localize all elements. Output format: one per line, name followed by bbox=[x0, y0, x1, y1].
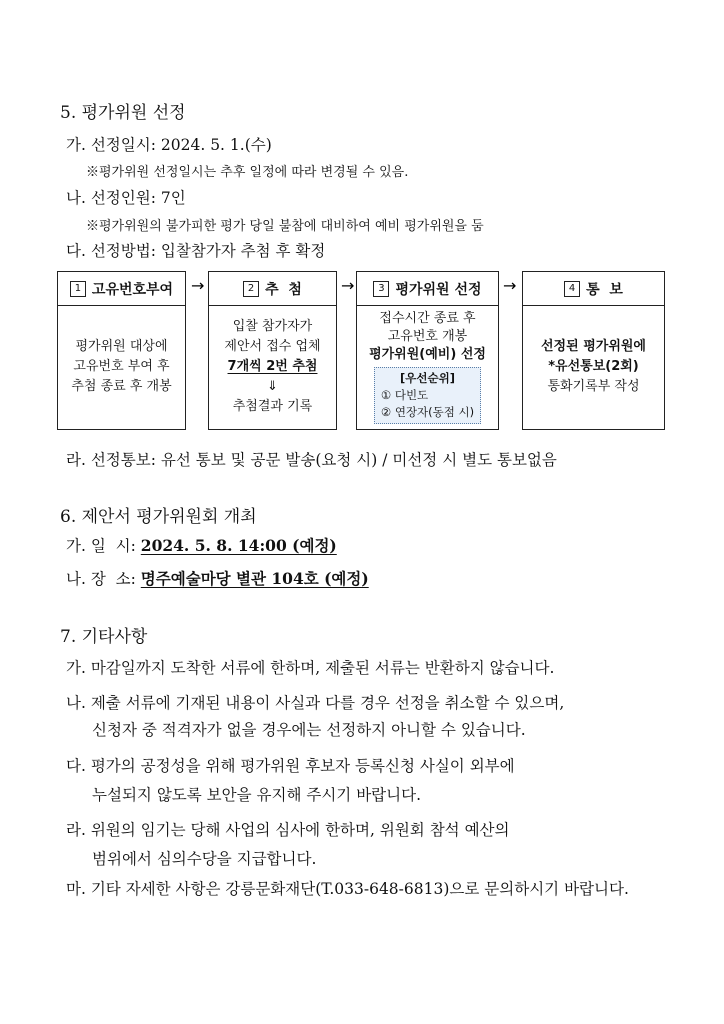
section5-title: 5. 평가위원 선정 bbox=[60, 103, 186, 123]
selection-date-row bbox=[66, 133, 272, 155]
priority-item: ② 연장자(동점 시) bbox=[380, 405, 475, 419]
step-1-body bbox=[58, 305, 185, 429]
step-3-body bbox=[357, 305, 498, 429]
step-3-header bbox=[357, 272, 498, 306]
step-4-line-bold: *유선통보(2회) bbox=[548, 359, 639, 374]
step-4-line: 통화기록부 작성 bbox=[547, 379, 640, 394]
step-2-line: 입찰 참가자가 bbox=[232, 319, 313, 334]
misc-item: 라. 위원의 임기는 당해 사업의 심사에 한하며, 위원회 참석 예산의 bbox=[66, 821, 510, 839]
step-2-number: 2 bbox=[243, 281, 259, 297]
misc-item-continuation: 범위에서 심의수당을 지급합니다. bbox=[92, 850, 317, 868]
step-1-title: 고유번호부여 bbox=[91, 281, 174, 298]
step-3-line: 접수시간 종료 후 bbox=[379, 311, 476, 326]
priority-title: [우선순위] bbox=[400, 371, 455, 385]
meeting-date-row bbox=[66, 534, 337, 556]
selection-date-label: 가. 선정일시: bbox=[66, 136, 156, 154]
misc-item: 가. 마감일까지 도착한 서류에 한하며, 제출된 서류는 반환하지 않습니다. bbox=[66, 659, 555, 677]
flow-arrow-icon: → bbox=[191, 276, 205, 295]
step-4-number: 4 bbox=[564, 281, 580, 297]
step-2-line: 추첨결과 기록 bbox=[232, 399, 313, 414]
step-1-line: 평가위원 대상에 bbox=[75, 339, 168, 354]
step-2-line: 제안서 접수 업체 bbox=[224, 339, 321, 354]
step-4-body bbox=[523, 305, 664, 429]
step-2-title: 추 첨 bbox=[265, 281, 302, 298]
step-2-body bbox=[209, 305, 336, 429]
meeting-date-label: 가. 일 시: bbox=[66, 537, 136, 555]
step-4-line-bold: 선정된 평가위원에 bbox=[541, 339, 646, 354]
meeting-place-label: 나. 장 소: bbox=[66, 570, 136, 588]
misc-item-continuation: 누설되지 않도록 보안을 유지해 주시기 바랍니다. bbox=[92, 786, 422, 804]
meeting-date-value: 2024. 5. 8. 14:00 (예정) bbox=[140, 536, 337, 555]
step-box-3 bbox=[356, 271, 499, 430]
step-3-number: 3 bbox=[373, 281, 389, 297]
misc-item: 다. 평가의 공정성을 위해 평가위원 후보자 등록신청 사실이 외부에 bbox=[66, 757, 515, 775]
selection-date-value: 2024. 5. 1.(수) bbox=[160, 136, 272, 154]
step-2-draw-count: 7개씩 2번 추첨 bbox=[227, 359, 318, 374]
step-3-title: 평가위원 선정 bbox=[395, 281, 482, 298]
selection-count-label: 나. 선정인원: bbox=[66, 189, 156, 207]
priority-item: ① 다빈도 bbox=[380, 388, 429, 402]
step-box-4 bbox=[522, 271, 665, 430]
step-3-line: 고유번호 개봉 bbox=[387, 329, 468, 344]
step-1-line: 고유번호 부여 후 bbox=[73, 359, 170, 374]
misc-item-continuation: 신청자 중 적격자가 없을 경우에는 선정하지 아니할 수 있습니다. bbox=[92, 721, 526, 739]
selection-count-row bbox=[66, 186, 186, 208]
step-4-header bbox=[523, 272, 664, 306]
priority-box bbox=[374, 367, 481, 424]
step-box-1 bbox=[57, 271, 186, 430]
section6-title: 6. 제안서 평가위원회 개최 bbox=[60, 507, 257, 527]
step-1-line: 추첨 종료 후 개봉 bbox=[71, 379, 172, 394]
section7-title: 7. 기타사항 bbox=[60, 627, 148, 647]
selection-notify: 라. 선정통보: 유선 통보 및 공문 발송(요청 시) / 미선정 시 별도 통보없음 bbox=[66, 451, 557, 469]
selection-method: 다. 선정방법: 입찰참가자 추첨 후 확정 bbox=[66, 242, 326, 260]
meeting-place-row bbox=[66, 567, 369, 589]
misc-item: 마. 기타 자세한 사항은 강릉문화재단(T.033-648-6813)으로 문의하시기 바랍니다. bbox=[66, 880, 629, 898]
selection-date-note: ※평가위원 선정일시는 추후 일정에 따라 변경될 수 있음. bbox=[86, 165, 409, 180]
meeting-place-value: 명주예술마당 별관 104호 (예정) bbox=[140, 569, 369, 588]
flow-arrow-icon: → bbox=[341, 276, 355, 295]
step-2-header bbox=[209, 272, 336, 306]
selection-count-value: 7인 bbox=[160, 189, 186, 207]
misc-item: 나. 제출 서류에 기재된 내용이 사실과 다를 경우 선정을 취소할 수 있으며, bbox=[66, 694, 565, 712]
step-1-header bbox=[58, 272, 185, 306]
selection-count-note: ※평가위원의 불가피한 평가 당일 불참에 대비하여 예비 평가위원을 둠 bbox=[86, 219, 484, 234]
step-3-line-bold: 평가위원(예비) 선정 bbox=[369, 347, 486, 362]
step-box-2 bbox=[208, 271, 337, 430]
down-arrow-icon: ⇓ bbox=[267, 379, 278, 394]
step-1-number: 1 bbox=[70, 281, 86, 297]
step-4-title: 통 보 bbox=[586, 281, 623, 298]
flow-arrow-icon: → bbox=[503, 276, 517, 295]
